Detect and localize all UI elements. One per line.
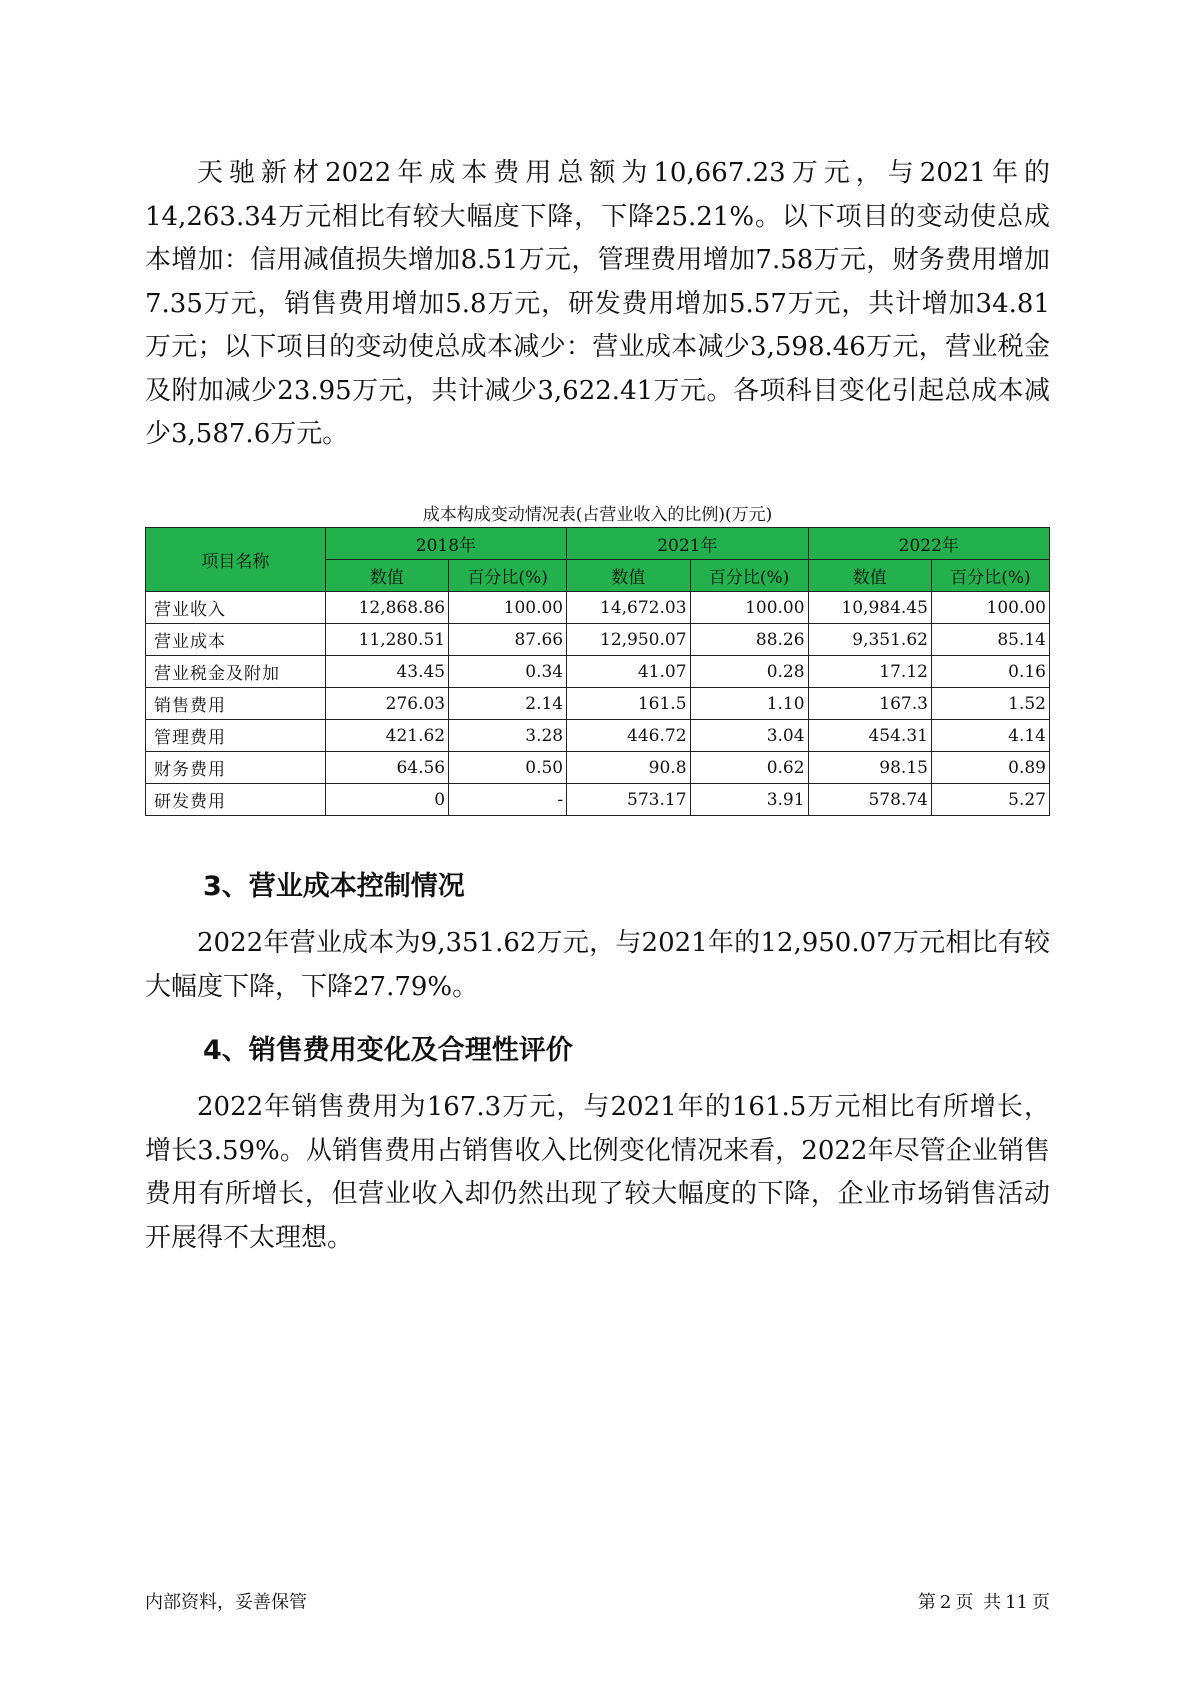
table-header-row bbox=[146, 528, 1050, 560]
cell-percent: 2.14 bbox=[449, 688, 567, 720]
cell-value: 446.72 bbox=[567, 720, 690, 752]
cell-percent: 0.89 bbox=[931, 752, 1049, 784]
cell-percent: 100.00 bbox=[690, 592, 808, 624]
sales-expense-paragraph: 2022年销售费用为167.3万元，与2021年的161.5万元相比有所增长，增长3.59%。从销售费用占销售收入比例变化情况来看，2022年尽管企业销售费用有所增长，但营业收入却仍然出现了较大幅度的下降，企业市场销售活动开展得不太理想。 bbox=[145, 1092, 1050, 1253]
cell-value: 12,950.07 bbox=[567, 624, 690, 656]
cell-percent: 100.00 bbox=[931, 592, 1049, 624]
cell-percent: 85.14 bbox=[931, 624, 1049, 656]
total-unit: 页 bbox=[1032, 1592, 1050, 1613]
page-prefix: 第 bbox=[917, 1592, 936, 1613]
header-year: 2022年 bbox=[808, 528, 1049, 560]
cell-percent: 1.52 bbox=[931, 688, 1049, 720]
intro-paragraph: 天驰新材2022年成本费用总额为10,667.23万元，与2021年的14,263.34万元相比有较大幅度下降，下降25.21%。以下项目的变动使总成本增加：信用减值损失增加8.51万元，管理费用增加7.58万元，财务费用增加7.35万元，销售费用增加5.8万元，研发费用增加5.57万元，共计增加34.81万元；以下项目的变动使总成本减少：营业成本减少3,598.46万元，营业税金及附加减少23.95万元，共计减少3,622.41万元。各项科目变化引起总成本减少3,587.6万元。 bbox=[145, 158, 1050, 449]
cell-percent: 100.00 bbox=[449, 592, 567, 624]
cost-control-paragraph: 2022年营业成本为9,351.62万元，与2021年的12,950.07万元相比有较大幅度下降，下降27.79%。 bbox=[145, 928, 1050, 1002]
table-row bbox=[146, 784, 1050, 816]
cell-value: 578.74 bbox=[808, 784, 931, 816]
table-row bbox=[146, 624, 1050, 656]
cell-value: 12,868.86 bbox=[325, 592, 448, 624]
row-label: 管理费用 bbox=[146, 720, 326, 752]
footer-confidential-note: 内部资料，妥善保管 bbox=[145, 1592, 307, 1613]
subheader-percent: 百分比(%) bbox=[931, 560, 1049, 592]
cell-percent: 0.62 bbox=[690, 752, 808, 784]
row-label: 研发费用 bbox=[146, 784, 326, 816]
page-num: 2 bbox=[939, 1592, 952, 1613]
cell-value: 573.17 bbox=[567, 784, 690, 816]
cell-percent: 87.66 bbox=[449, 624, 567, 656]
subheader-percent: 百分比(%) bbox=[690, 560, 808, 592]
cell-value: 10,984.45 bbox=[808, 592, 931, 624]
table-row bbox=[146, 720, 1050, 752]
header-year: 2018年 bbox=[325, 528, 566, 560]
cell-percent: 0.50 bbox=[449, 752, 567, 784]
cell-percent: 88.26 bbox=[690, 624, 808, 656]
page-unit: 页 bbox=[955, 1592, 974, 1613]
cell-percent: - bbox=[449, 784, 567, 816]
cell-value: 64.56 bbox=[325, 752, 448, 784]
cell-value: 9,351.62 bbox=[808, 624, 931, 656]
table-row bbox=[146, 752, 1050, 784]
cell-value: 90.8 bbox=[567, 752, 690, 784]
cell-value: 161.5 bbox=[567, 688, 690, 720]
table-row bbox=[146, 592, 1050, 624]
cell-value: 276.03 bbox=[325, 688, 448, 720]
table-caption: 成本构成变动情况表(占营业收入的比例)(万元) bbox=[422, 505, 773, 525]
cell-value: 0 bbox=[325, 784, 448, 816]
cell-value: 11,280.51 bbox=[325, 624, 448, 656]
cell-percent: 3.04 bbox=[690, 720, 808, 752]
row-label: 营业收入 bbox=[146, 592, 326, 624]
section-heading-cost-control: 3、营业成本控制情况 bbox=[203, 871, 465, 902]
cost-structure-table bbox=[145, 527, 1050, 816]
cell-value: 167.3 bbox=[808, 688, 931, 720]
cell-value: 98.15 bbox=[808, 752, 931, 784]
cell-value: 17.12 bbox=[808, 656, 931, 688]
table-row bbox=[146, 656, 1050, 688]
row-label: 营业成本 bbox=[146, 624, 326, 656]
subheader-value: 数值 bbox=[808, 560, 931, 592]
section-heading-sales-expense: 4、销售费用变化及合理性评价 bbox=[203, 1035, 573, 1066]
cell-percent: 0.28 bbox=[690, 656, 808, 688]
cell-percent: 4.14 bbox=[931, 720, 1049, 752]
header-year: 2021年 bbox=[567, 528, 808, 560]
row-label: 营业税金及附加 bbox=[146, 656, 326, 688]
row-label: 销售费用 bbox=[146, 688, 326, 720]
cell-percent: 3.91 bbox=[690, 784, 808, 816]
subheader-value: 数值 bbox=[325, 560, 448, 592]
table-row bbox=[146, 688, 1050, 720]
cell-percent: 0.34 bbox=[449, 656, 567, 688]
row-label: 财务费用 bbox=[146, 752, 326, 784]
cell-value: 43.45 bbox=[325, 656, 448, 688]
total-num: 11 bbox=[1005, 1592, 1028, 1613]
subheader-value: 数值 bbox=[567, 560, 690, 592]
cell-percent: 5.27 bbox=[931, 784, 1049, 816]
cell-value: 421.62 bbox=[325, 720, 448, 752]
footer-page-number bbox=[914, 1588, 1050, 1614]
cell-value: 14,672.03 bbox=[567, 592, 690, 624]
total-prefix: 共 bbox=[983, 1592, 1002, 1613]
subheader-percent: 百分比(%) bbox=[449, 560, 567, 592]
cell-percent: 3.28 bbox=[449, 720, 567, 752]
cell-value: 454.31 bbox=[808, 720, 931, 752]
cell-percent: 0.16 bbox=[931, 656, 1049, 688]
cell-value: 41.07 bbox=[567, 656, 690, 688]
header-item-name: 项目名称 bbox=[146, 528, 326, 592]
cell-percent: 1.10 bbox=[690, 688, 808, 720]
